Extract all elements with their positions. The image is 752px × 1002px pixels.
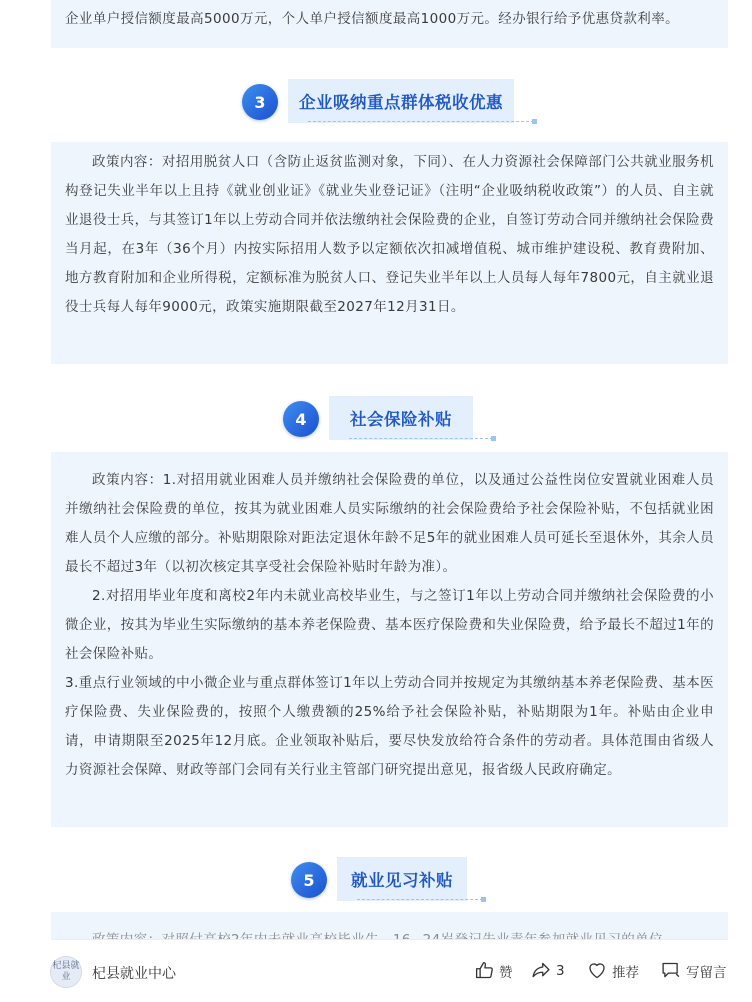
section3-content-box [51,142,728,364]
section5-title: 就业见习补贴 [337,857,467,901]
bottom-action-bar [0,939,752,1002]
like-label: 赞 [499,964,513,981]
section5-title-dot [481,897,486,902]
heart-icon [586,960,608,981]
comment-icon [660,960,682,981]
section5-title-underline [357,899,483,900]
write-comment-button[interactable] [660,960,727,981]
section4-paragraph-1: 政策内容：1.对招用就业困难人员并缴纳社会保险费的单位，以及通过公益性岗位安置就业困难人员并缴纳社会保险费的单位，按其为就业困难人员实际缴纳的社会保险费给予社会保险补贴，不包括就业困难人员个人应缴的部分。补贴期限除对距法定退休年龄不足5年的就业困难人员可延长至退休外，其余人员最长不超过3年（以初次核定其享受社会保险补贴时年龄为准）。 [65,472,714,575]
section2-content-box [51,0,728,48]
section3-paragraph: 政策内容：对招用脱贫人口（含防止返贫监测对象，下同）、在人力资源社会保障部门公共就业服务机构登记失业半年以上且持《就业创业证》《就业失业登记证》（注明“企业吸纳税收政策”）的人员、自主就业退役士兵，与其签订1年以上劳动合同并依法缴纳社会保险费的企业，自签订劳动合同并缴纳社会保险费当月起，在3年（36个月）内按实际招用人数予以定额依次扣减增值税、城市维护建设税、教育费附加、地方教育附加和企业所得税，定额标准为脱贫人口、登记失业半年以上人员每人每年7800元，自主就业退役士兵每人每年9000元，政策实施期限截至2027年12月31日。 [65,154,714,315]
section4-title-dot [491,436,496,441]
section4-title: 社会保险补贴 [329,396,473,440]
like-button[interactable] [474,960,513,981]
section4-header [283,401,503,451]
section3-title-dot [532,119,537,124]
section5-header [291,862,501,912]
section3-title-underline [308,121,534,122]
share-arrow-icon [530,960,552,981]
bottom-bar-divider [51,939,728,940]
recommend-button[interactable] [586,960,639,981]
section4-paragraph-2: 2.对招用毕业年度和离校2年内未就业高校毕业生，与之签订1年以上劳动合同并缴纳社会保险费的小微企业，按其为毕业生实际缴纳的基本养老保险费、基本医疗保险费和失业保险费，给予最长不超过1年的社会保险补贴。 [65,588,714,662]
section4-title-underline [349,438,493,439]
section4-paragraph-3: 3.重点行业领域的中小微企业与重点群体签订1年以上劳动合同并按规定为其缴纳基本养老保险费、基本医疗保险费、失业保险费的，按照个人缴费额的25%给予社会保险补贴，补贴期限为1年。补贴由企业申请，申请期限至2025年12月底。企业领取补贴后，要尽快发放给符合条件的劳动者。具体范围由省级人力资源社会保障、财政等部门会同有关行业主管部门研究提出意见，报省级人民政府确定。 [65,675,714,778]
share-count: 3 [556,962,565,979]
thumbs-up-icon [474,960,495,981]
section4-number-badge: 4 [283,401,319,437]
section2-text-tail: 企业单户授信额度最高5000万元，个人单户授信额度最高1000万元。经办银行给予优惠贷款利率。 [65,11,680,27]
account-name[interactable]: 杞县就业中心 [92,966,176,982]
section5-number-badge: 5 [291,862,327,898]
section3-title: 企业吸纳重点群体税收优惠 [288,79,514,123]
account-avatar[interactable]: 杞县就业 [50,956,82,988]
share-button[interactable] [530,960,565,981]
comment-label: 写留言 [686,964,727,981]
recommend-label: 推荐 [612,964,639,981]
section3-number-badge: 3 [242,84,278,120]
section4-content-box [51,452,728,827]
section3-header [242,84,542,134]
